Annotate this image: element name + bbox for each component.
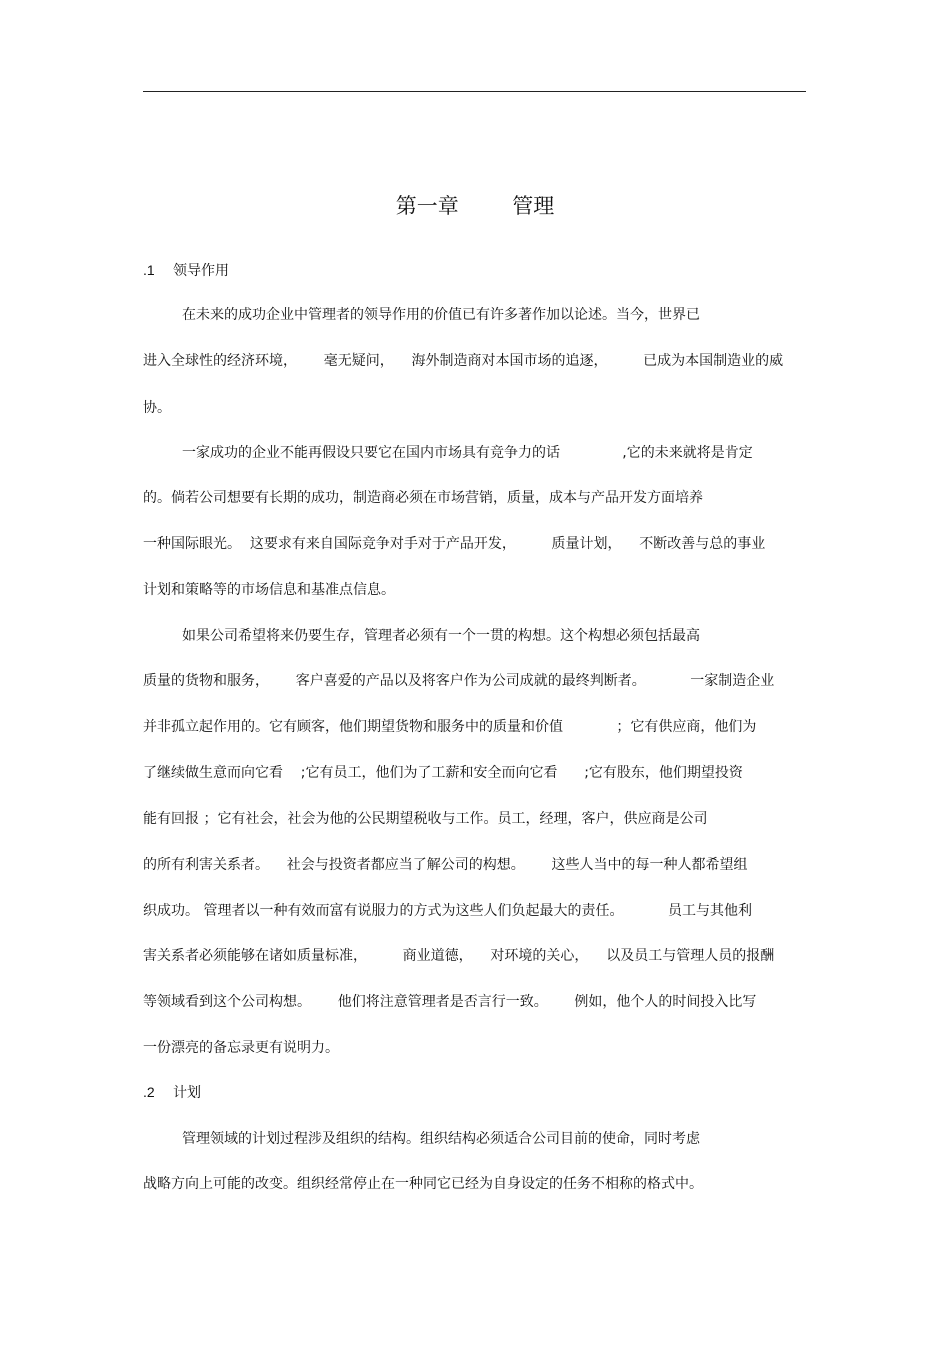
paragraph-line: 管理领域的计划过程涉及组织的结构。组织结构必须适合公司目前的使命，同时考虑	[182, 1131, 700, 1147]
paragraph-line: 如果公司希望将来仍要生存，管理者必须有一个一贯的构想。这个构想必须包括最高	[182, 628, 700, 644]
section-title: 领导作用	[173, 263, 229, 279]
header-rule	[143, 91, 806, 92]
paragraph-line: 一种国际眼光。 这要求有来自国际竞争对手对于产品开发， 质量计划， 不断改善与总的事业	[143, 536, 766, 552]
section-number: .1	[143, 262, 155, 278]
paragraph-line: 战略方向上可能的改变。组织经常停止在一种同它已经为自身设定的任务不相称的格式中。	[143, 1176, 703, 1192]
paragraph-line: 的所有利害关系者。 社会与投资者都应当了解公司的构想。 这些人当中的每一种人都希望组	[143, 857, 748, 873]
paragraph-line: 织成功。 管理者以一种有效而富有说服力的方式为这些人们负起最大的责任。 员工与其他利	[143, 903, 752, 919]
paragraph-line: 的。倘若公司想要有长期的成功，制造商必须在市场营销，质量，成本与产品开发方面培养	[143, 490, 703, 506]
paragraph-line: 一份漂亮的备忘录更有说明力。	[143, 1040, 339, 1056]
paragraph-line: 协。	[143, 400, 171, 416]
paragraph-line: 一家成功的企业不能再假设只要它在国内市场具有竞争力的话 ,它的未来就将是肯定	[182, 445, 753, 461]
paragraph-line: 进入全球性的经济环境， 毫无疑问， 海外制造商对本国市场的追逐， 已成为本国制造业的威	[143, 353, 784, 369]
paragraph-line: 质量的货物和服务， 客户喜爱的产品以及将客户作为公司成就的最终判断者。 一家制造企业	[143, 673, 775, 689]
paragraph-line: 能有回报 ；它有社会，社会为他的公民期望税收与工作。员工，经理，客户，供应商是公司	[143, 811, 708, 827]
section-title: 计划	[173, 1085, 201, 1101]
section-number: .2	[143, 1084, 155, 1100]
paragraph-line: 害关系者必须能够在诸如质量标准， 商业道德， 对环境的关心， 以及员工与管理人员的报酬	[143, 948, 775, 964]
paragraph-line: 了继续做生意而向它看 ;它有员工，他们为了工薪和安全而向它看 ;它有股东，他们期望投资	[143, 765, 743, 781]
section-heading-1	[143, 260, 229, 281]
paragraph-line: 在未来的成功企业中管理者的领导作用的价值已有许多著作加以论述。当今，世界已	[182, 307, 700, 323]
section-heading-2	[143, 1082, 201, 1103]
paragraph-line: 并非孤立起作用的。它有顾客，他们期望货物和服务中的质量和价值 ；它有供应商，他们为	[143, 719, 757, 735]
chapter-title: 第一章 管理	[395, 194, 555, 218]
paragraph-line: 等领域看到这个公司构想。 他们将注意管理者是否言行一致。 例如，他个人的时间投入比写	[143, 994, 757, 1010]
paragraph-line: 计划和策略等的市场信息和基准点信息。	[143, 582, 395, 598]
